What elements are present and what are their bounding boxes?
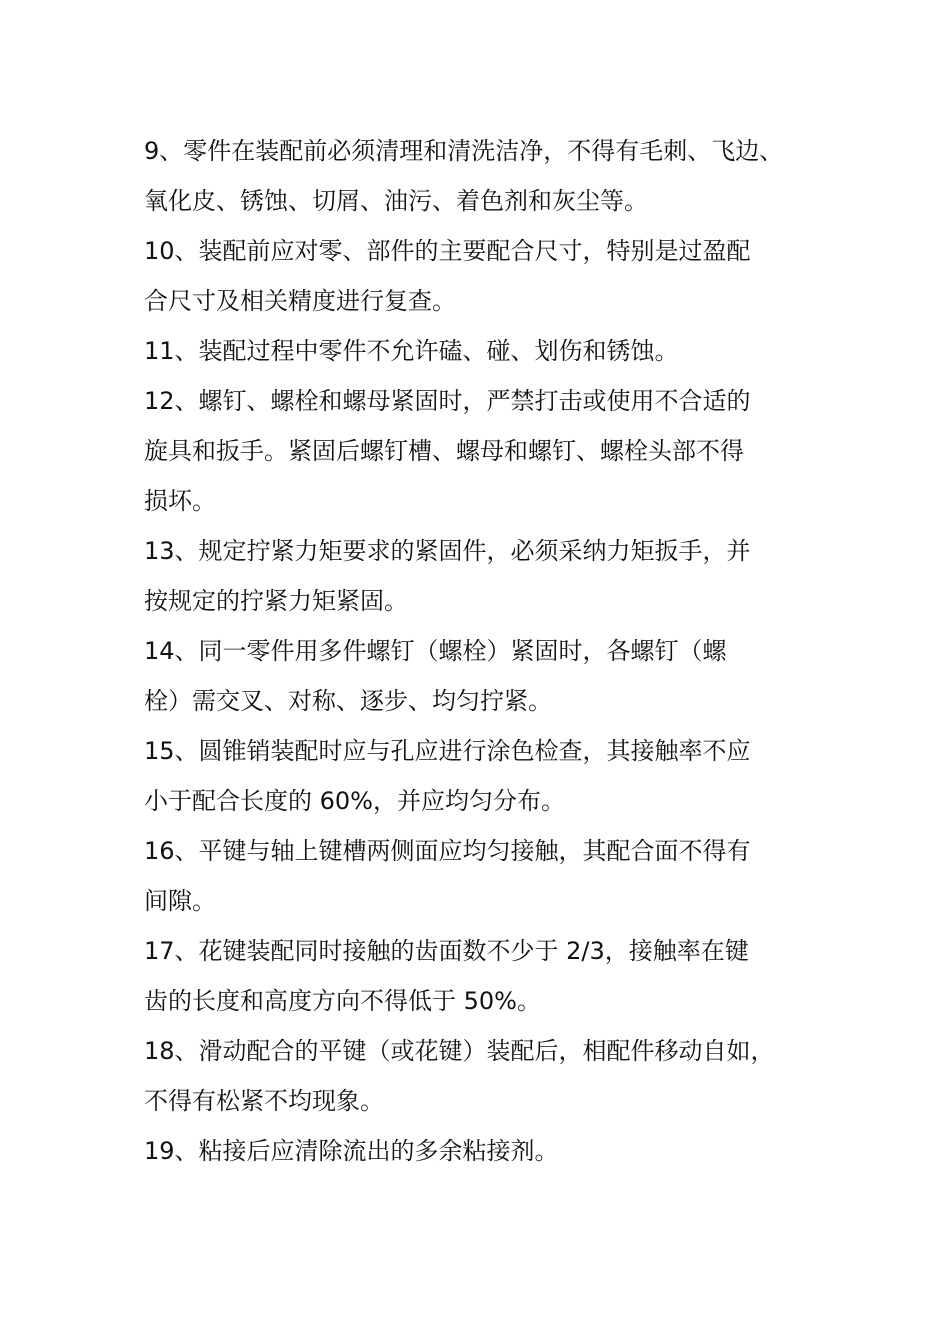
text-line-3: 10、装配前应对零、部件的主要配合尺寸，特别是过盈配 (144, 237, 751, 265)
text-line-7: 旋具和扳手。紧固后螺钉槽、螺母和螺钉、螺栓头部不得 (144, 437, 744, 465)
text-line-17: 17、花键装配同时接触的齿面数不少于 2/3，接触率在键 (144, 937, 749, 965)
text-line-12: 栓）需交叉、对称、逐步、均匀拧紧。 (144, 687, 552, 715)
text-line-11: 14、同一零件用多件螺钉（螺栓）紧固时，各螺钉（螺 (144, 637, 727, 665)
text-line-13: 15、圆锥销装配时应与孔应进行涂色检查，其接触率不应 (144, 737, 751, 765)
text-line-2: 氧化皮、锈蚀、切屑、油污、着色剂和灰尘等。 (144, 187, 648, 215)
text-line-6: 12、螺钉、螺栓和螺母紧固时，严禁打击或使用不合适的 (144, 387, 751, 415)
text-line-10: 按规定的拧紧力矩紧固。 (144, 587, 408, 615)
text-line-9: 13、规定拧紧力矩要求的紧固件，必须采纳力矩扳手，并 (144, 537, 751, 565)
document-body (144, 126, 814, 1176)
text-line-18: 齿的长度和高度方向不得低于 50%。 (144, 987, 541, 1015)
text-line-4: 合尺寸及相关精度进行复查。 (144, 287, 456, 315)
text-line-14: 小于配合长度的 60%，并应均匀分布。 (144, 787, 565, 815)
text-line-8: 损坏。 (144, 487, 216, 515)
text-line-20: 不得有松紧不均现象。 (144, 1087, 384, 1115)
text-line-21: 19、粘接后应清除流出的多余粘接剂。 (144, 1137, 559, 1165)
text-line-1: 9、零件在装配前必须清理和清洗洁净，不得有毛刺、飞边、 (144, 137, 784, 165)
text-line-19: 18、滑动配合的平键（或花键）装配后，相配件移动自如， (144, 1037, 775, 1065)
text-line-16: 间隙。 (144, 887, 216, 915)
text-line-15: 16、平键与轴上键槽两侧面应均匀接触，其配合面不得有 (144, 837, 751, 865)
text-line-5: 11、装配过程中零件不允许磕、碰、划伤和锈蚀。 (144, 337, 679, 365)
